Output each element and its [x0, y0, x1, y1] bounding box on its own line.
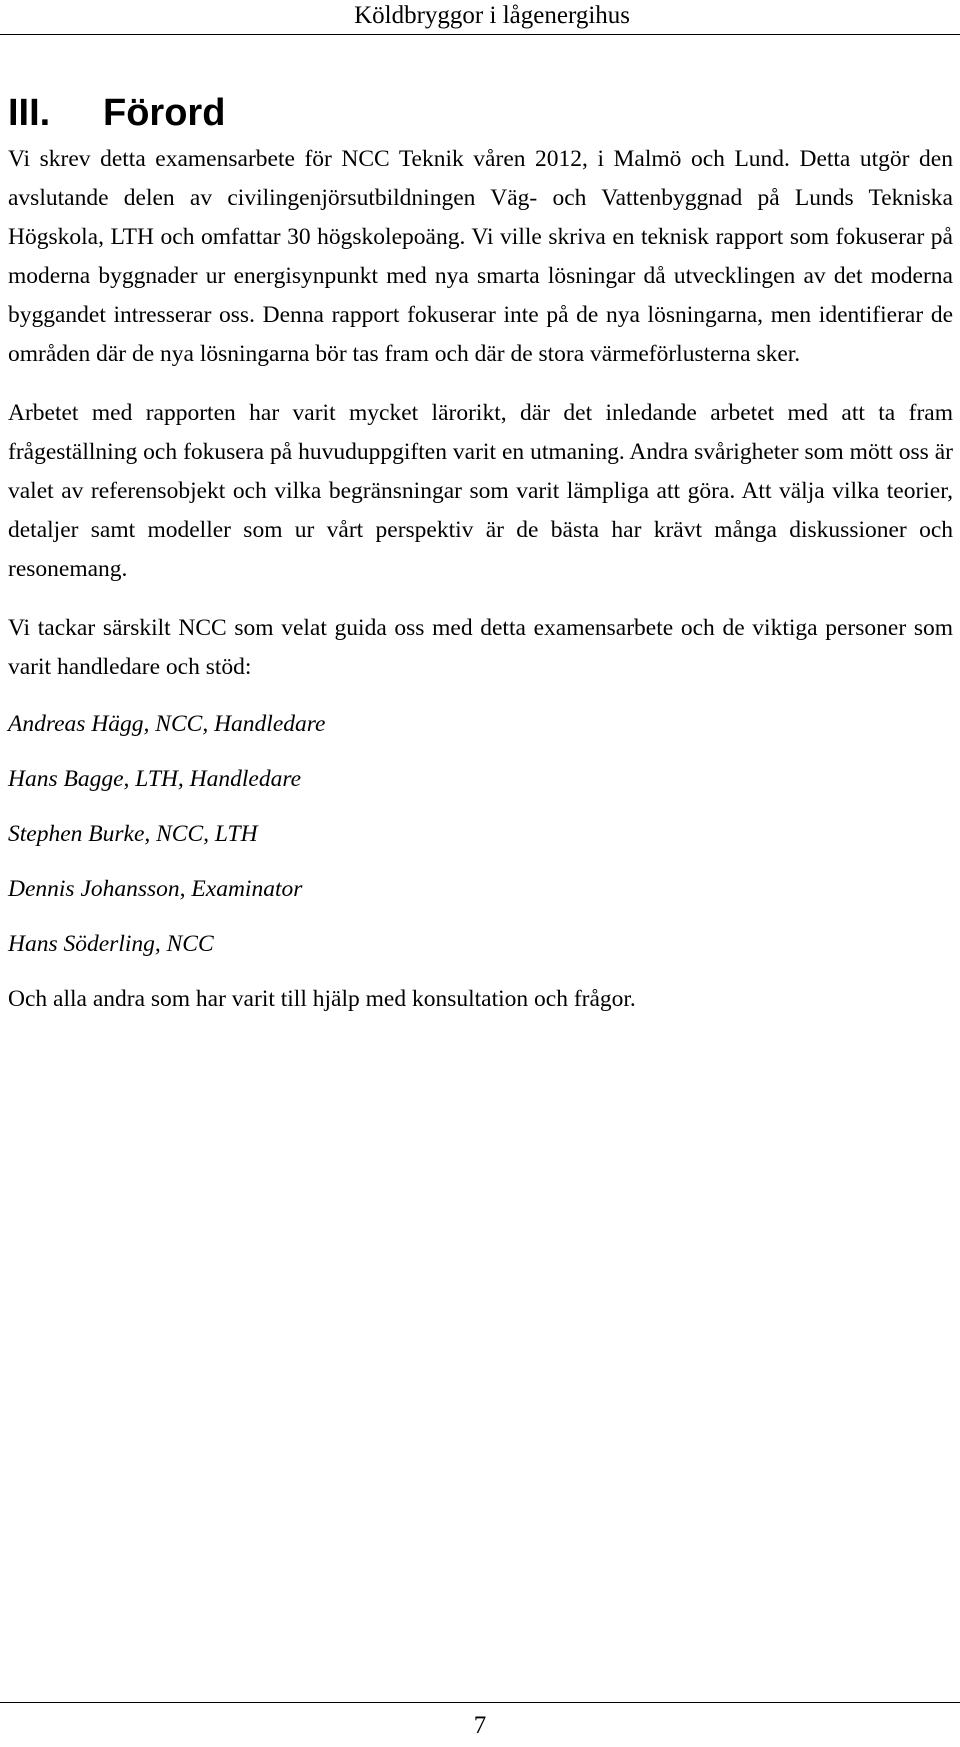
running-header — [0, 0, 960, 35]
acknowledgement-item: Dennis Johansson, Examinator — [8, 876, 303, 902]
paragraph-intro: Vi skrev detta examensarbete för NCC Teknik våren 2012, i Malmö och Lund. Detta utgör den avslutande delen av civilingenjörsutbildningen Väg- och Vattenbyggnad på Lunds Tekniska Högskola, LTH och omfattar 30 högskolepoäng. Vi ville skriva en teknisk rapport som fokuserar på moderna byggnader ur energisynpunkt med nya smarta lösningar då utvecklingen av det moderna byggandet intresserar oss. Denna rapport fokuserar inte på de nya lösningarna, men identifierar de områden där de nya lösningarna bör tas fram och där de stora värmeförlusterna sker. — [8, 146, 953, 367]
section-title: Förord — [103, 92, 226, 134]
closing-sentence: Och alla andra som har varit till hjälp med konsultation och frågor. — [8, 986, 636, 1012]
section-heading — [8, 92, 953, 134]
footer-rule — [0, 1702, 960, 1703]
section-number: III. — [8, 92, 51, 134]
acknowledgement-list — [8, 711, 953, 958]
page-content — [8, 92, 953, 1013]
acknowledgement-item: Hans Söderling, NCC — [8, 931, 214, 957]
acknowledgement-item: Andreas Hägg, NCC, Handledare — [8, 711, 326, 737]
acknowledgement-item: Hans Bagge, LTH, Handledare — [8, 766, 302, 792]
page-number: 7 — [473, 1712, 487, 1739]
acknowledgement-item: Stephen Burke, NCC, LTH — [8, 821, 258, 847]
paragraph-thanks: Vi tackar särskilt NCC som velat guida oss med detta examensarbete och de viktiga personer som varit handledare och stöd: — [8, 615, 953, 680]
header-title: Köldbryggor i lågenergihus — [354, 2, 630, 29]
paragraph-work: Arbetet med rapporten har varit mycket lärorikt, där det inledande arbetet med att ta fram frågeställning och fokusera på huvuduppgiften varit en utmaning. Andra svårigheter som mött oss är valet av referensobjekt och vilka begränsningar som varit lämpliga att göra. Att välja vilka teorier, detaljer samt modeller som ur vårt perspektiv är de bästa har krävt många diskussioner och resonemang. — [8, 400, 953, 582]
